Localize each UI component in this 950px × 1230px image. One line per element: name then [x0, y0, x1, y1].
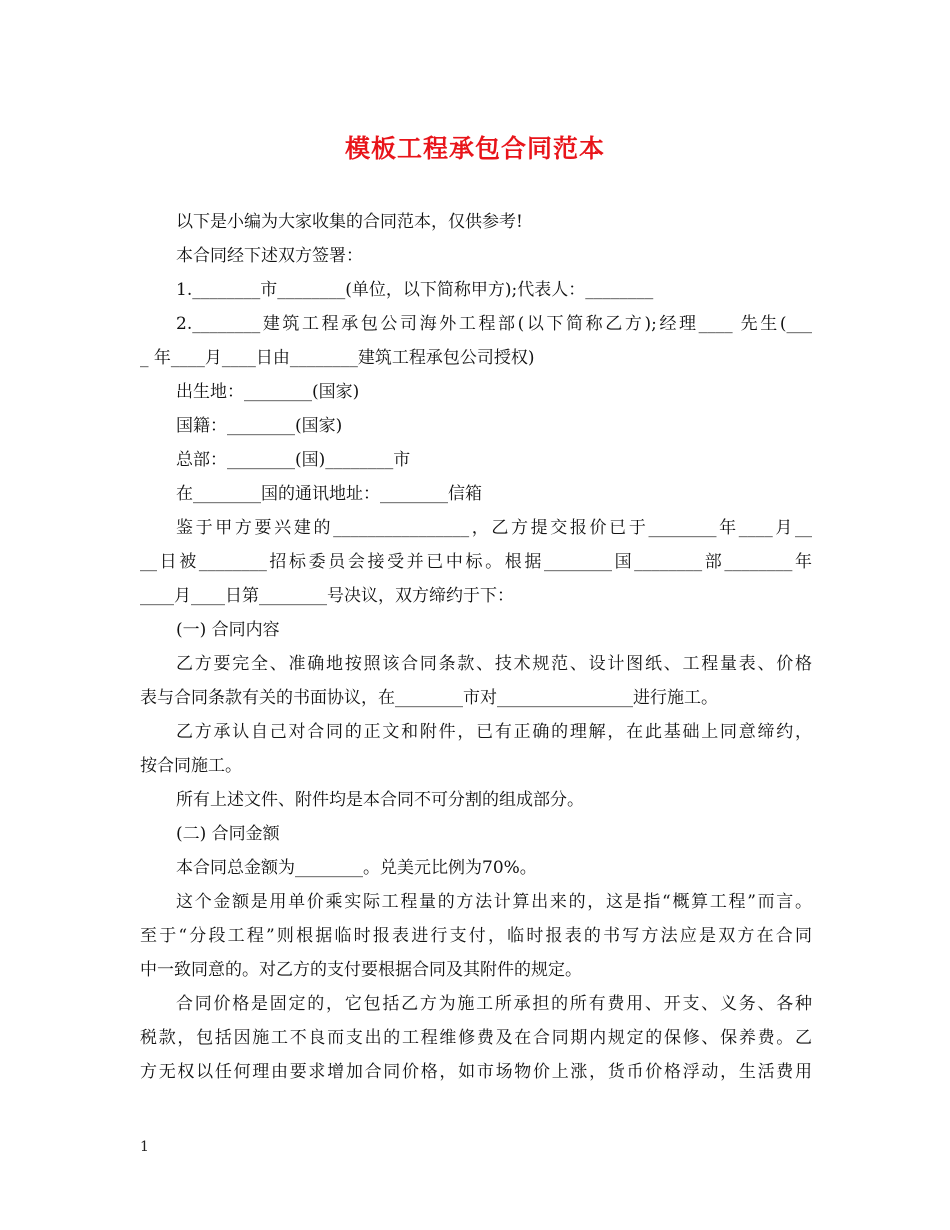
page-number: 1 — [140, 1139, 149, 1155]
paragraph-line: 所有上述文件、附件均是本合同不可分割的组成部分。 — [176, 790, 584, 810]
paragraph-line: 本合同经下述双方签署： — [176, 246, 363, 266]
paragraph-line: 在________国的通讯地址：________信箱 — [176, 484, 482, 504]
paragraph-line: 中一致同意的。对乙方的支付要根据合同及其附件的规定。 — [140, 960, 582, 980]
paragraph-line: 总部：________(国)________市 — [176, 450, 411, 470]
paragraph-line: 1.________市________(单位，以下简称甲方);代表人：________ — [176, 280, 654, 300]
document-title: 模板工程承包合同范本 — [344, 134, 605, 163]
paragraph-line: ____月____日第________号决议，双方缔约于下： — [140, 586, 514, 606]
paragraph-line: 乙方承认自己对合同的正文和附件，已有正确的理解，在此基础上同意缔约， — [176, 722, 812, 742]
paragraph-line: 2.________建筑工程承包公司海外工程部(以下简称乙方);经理____ 先生(___ — [176, 314, 812, 334]
section-heading: (二) 合同金额 — [176, 824, 280, 844]
paragraph-line: 乙方要完全、准确地按照该合同条款、技术规范、设计图纸、工程量表、价格 — [176, 654, 812, 674]
paragraph-line: 税款，包括因施工不良而支出的工程维修费及在合同期内规定的保修、保养费。乙 — [140, 1028, 812, 1048]
paragraph-line: 国籍：________(国家) — [176, 416, 343, 436]
paragraph-line: 以下是小编为大家收集的合同范本，仅供参考! — [176, 212, 523, 232]
paragraph-line: 本合同总金额为________。兑美元比例为70%。 — [176, 858, 537, 878]
document-body — [140, 205, 812, 1089]
paragraph-line: 出生地：________(国家) — [176, 382, 360, 402]
paragraph-line: 鉴于甲方要兴建的________________，乙方提交报价已于________年____月__ — [176, 518, 812, 538]
paragraph-line: _ 年____月____日由________建筑工程承包公司授权) — [140, 348, 535, 368]
paragraph-line: 方无权以任何理由要求增加合同价格，如市场物价上涨，货币价格浮动，生活费用 — [140, 1062, 812, 1082]
paragraph-line: 按合同施工。 — [140, 756, 242, 776]
paragraph-line: 表与合同条款有关的书面协议，在________市对________________进行施工。 — [140, 688, 718, 708]
paragraph-line: 合同价格是固定的，它包括乙方为施工所承担的所有费用、开支、义务、各种 — [176, 994, 812, 1014]
section-heading: (一) 合同内容 — [176, 620, 280, 640]
paragraph-line: __日被________招标委员会接受并已中标。根据________国________部________年 — [140, 552, 812, 572]
paragraph-line: 至于“分段工程”则根据临时报表进行支付，临时报表的书写方法应是双方在合同 — [140, 926, 812, 946]
paragraph-line: 这个金额是用单价乘实际工程量的方法计算出来的，这是指“概算工程”而言。 — [176, 892, 812, 912]
